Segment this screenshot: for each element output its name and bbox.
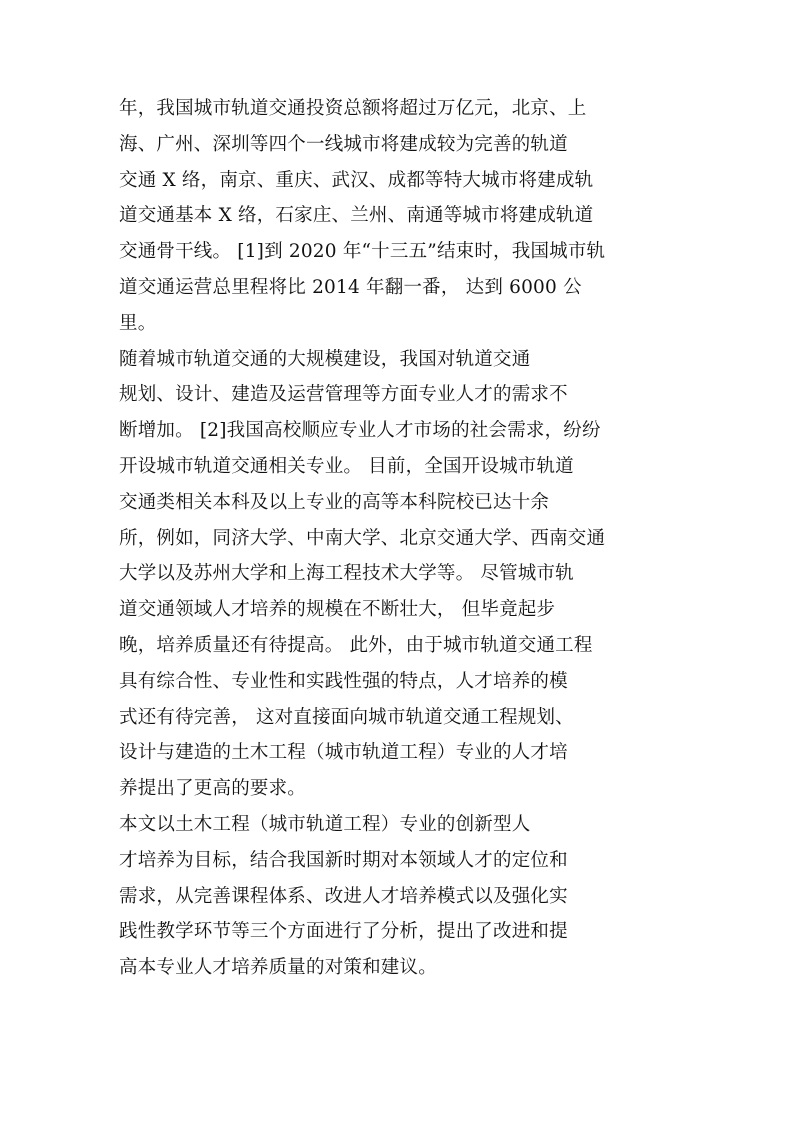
text-line: 交通 X 络，南京、重庆、武汉、成都等特大城市将建成轨 [119, 169, 594, 191]
text-line: 践性教学环节等三个方面进行了分析，提出了改进和提 [119, 921, 568, 943]
text-line: 海、广州、深圳等四个一线城市将建成较为完善的轨道 [119, 133, 568, 155]
body-text [119, 91, 639, 986]
text-line: 需求，从完善课程体系、改进人才培养模式以及强化实 [119, 885, 568, 907]
text-line: 养提出了更高的要求。 [119, 778, 307, 800]
text-line: 规划、设计、建造及运营管理等方面专业人才的需求不 [119, 384, 568, 406]
text-line: 高本专业人才培养质量的对策和建议。 [119, 957, 437, 979]
text-line: 交通骨干线。 [1]到 2020 年“十三五”结束时，我国城市轨 [119, 241, 606, 263]
text-line: 断增加。 [2]我国高校顺应专业人才市场的社会需求，纷纷 [119, 420, 601, 442]
text-line: 式还有待完善， 这对直接面向城市轨道交通工程规划、 [119, 706, 574, 728]
text-line: 道交通运营总里程将比 2014 年翻一番， 达到 6000 公 [119, 276, 582, 298]
text-line: 所，例如，同济大学、中南大学、北京交通大学、西南交通 [119, 527, 606, 549]
text-line: 里。 [119, 312, 157, 334]
text-line: 道交通领域人才培养的规模在不断壮大， 但毕竟起步 [119, 599, 556, 621]
text-line: 本文以土木工程（城市轨道工程）专业的创新型人 [119, 813, 531, 835]
text-line: 交通类相关本科及以上专业的高等本科院校已达十余 [119, 491, 550, 513]
text-line: 年，我国城市轨道交通投资总额将超过万亿元，北京、上 [119, 98, 587, 119]
text-line: 才培养为目标，结合我国新时期对本领域人才的定位和 [119, 849, 568, 871]
text-line: 具有综合性、专业性和实践性强的特点，人才培养的模 [119, 670, 568, 692]
text-line: 设计与建造的土木工程（城市轨道工程）专业的人才培 [119, 742, 568, 764]
text-line: 大学以及苏州大学和上海工程技术大学等。 尽管城市轨 [119, 563, 574, 585]
text-line: 随着城市轨道交通的大规模建设，我国对轨道交通 [119, 348, 531, 370]
text-line: 道交通基本 X 络，石家庄、兰州、南通等城市将建成轨道 [119, 205, 594, 227]
text-line: 开设城市轨道交通相关专业。 目前，全国开设城市轨道 [119, 455, 574, 477]
text-line: 晚，培养质量还有待提高。 此外，由于城市轨道交通工程 [119, 634, 593, 656]
